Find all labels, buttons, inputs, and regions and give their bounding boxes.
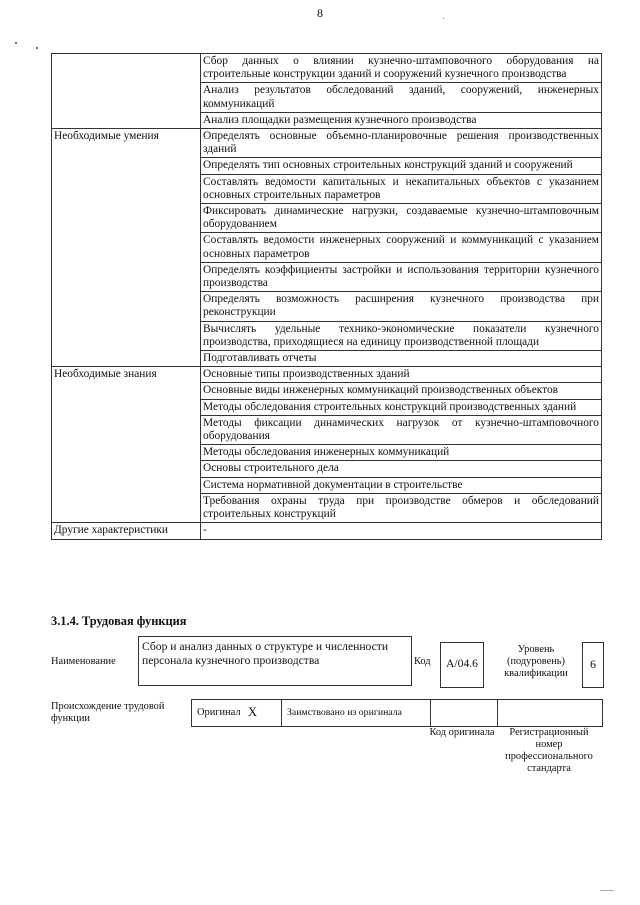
- name-value: Сбор и анализ данных о структуре и численности персонала кузнечного производства: [142, 640, 389, 667]
- row-label: [52, 112, 201, 128]
- row-label: [52, 461, 201, 477]
- level-field: [582, 642, 604, 688]
- row-label: [52, 83, 201, 112]
- table-row: [52, 292, 602, 321]
- table-row: [52, 174, 602, 203]
- scan-speck: [15, 42, 17, 44]
- table-row: [52, 399, 602, 415]
- row-text: Основные типы производственных зданий: [201, 367, 602, 383]
- row-text: Основные виды инженерных коммуникаций производственных объектов: [201, 383, 602, 399]
- level-value: 6: [590, 657, 596, 671]
- row-text: Система нормативной документации в строительстве: [201, 477, 602, 493]
- table-row: [52, 367, 602, 383]
- table-row: [52, 523, 602, 539]
- table-row: [52, 415, 602, 444]
- skills-knowledge-table: [51, 53, 602, 540]
- level-label: Уровень (подуровень) квалификации: [504, 644, 568, 679]
- row-text: Определять тип основных строительных конструкций зданий и сооружений: [201, 158, 602, 174]
- row-label: [52, 204, 201, 233]
- table-row: [52, 83, 602, 112]
- registration-number-caption: Регистрационный номер профессионального стандарта: [505, 727, 593, 774]
- row-label: [52, 321, 201, 350]
- origin-row: [191, 699, 603, 727]
- scan-speck: [36, 47, 38, 49]
- row-label: [52, 399, 201, 415]
- row-text: Вычислять удельные технико-экономические показатели кузнечного производства, приходящиеся на единицу производственной площади: [201, 321, 602, 350]
- row-label: [52, 292, 201, 321]
- table-row: [52, 158, 602, 174]
- row-label: [52, 383, 201, 399]
- row-label: Необходимые знания: [52, 367, 201, 383]
- table-row: [52, 383, 602, 399]
- code-original-caption: Код оригинала: [429, 727, 495, 738]
- row-text: Требования охраны труда при производстве обмеров и обследований строительных конструкций: [201, 493, 602, 522]
- row-label: [52, 158, 201, 174]
- row-text: Анализ результатов обследований зданий, сооружений, инженерных коммуникаций: [201, 83, 602, 112]
- row-label: [52, 233, 201, 262]
- table-row: [52, 461, 602, 477]
- row-label: [52, 445, 201, 461]
- row-label: [52, 493, 201, 522]
- row-label: [52, 477, 201, 493]
- table-row: [52, 321, 602, 350]
- original-label: Оригинал: [197, 707, 241, 718]
- table-row: [52, 54, 602, 83]
- table-row: [52, 477, 602, 493]
- row-text: Методы фиксации динамических нагрузок от кузнечно-штамповочного оборудования: [201, 415, 602, 444]
- scan-speck: [600, 890, 614, 891]
- table-row: [52, 112, 602, 128]
- row-label: Другие характеристики: [52, 523, 201, 539]
- row-text: Фиксировать динамические нагрузки, создаваемые кузнечно-штамповочным оборудованием: [201, 204, 602, 233]
- row-text: Подготавливать отчеты: [201, 351, 602, 367]
- row-text: Составлять ведомости инженерных сооружений и коммуникаций с указанием основных параметров: [201, 233, 602, 262]
- row-text: Сбор данных о влиянии кузнечно-штамповочного оборудования на строительные конструкции зданий и сооружений кузнечного производства: [201, 54, 602, 83]
- origin-label: Происхождение трудовой функции: [51, 701, 165, 724]
- table-row: [52, 233, 602, 262]
- row-label: [52, 415, 201, 444]
- table-row: [52, 129, 602, 158]
- borrowed-label: Заимствовано из оригинала: [287, 707, 402, 718]
- section-title: 3.1.4. Трудовая функция: [51, 614, 187, 628]
- row-text: -: [201, 523, 602, 539]
- table-row: [52, 204, 602, 233]
- table-row: [52, 262, 602, 291]
- name-field: [138, 636, 412, 686]
- row-label: [52, 54, 201, 83]
- row-text: Определять основные объемно-планировочные решения производственных зданий: [201, 129, 602, 158]
- page-number: 8: [317, 6, 323, 20]
- row-text: Определять коэффициенты застройки и использования территории кузнечного производства: [201, 262, 602, 291]
- table-row: [52, 351, 602, 367]
- original-mark: X: [248, 705, 258, 719]
- row-label: [52, 262, 201, 291]
- name-label: Наименование: [51, 656, 116, 667]
- row-label: Необходимые умения: [52, 129, 201, 158]
- row-text: Анализ площадки размещения кузнечного производства: [201, 112, 602, 128]
- row-text: Методы обследования инженерных коммуникаций: [201, 445, 602, 461]
- code-value: А/04.6: [446, 657, 478, 670]
- code-label: Код: [414, 656, 431, 667]
- code-field: [440, 642, 484, 688]
- table-row: [52, 493, 602, 522]
- row-text: Определять возможность расширения кузнечного производства при реконструкции: [201, 292, 602, 321]
- scan-speck: [443, 18, 444, 19]
- row-text: Основы строительного дела: [201, 461, 602, 477]
- table-row: [52, 445, 602, 461]
- row-text: Методы обследования строительных конструкций производственных зданий: [201, 399, 602, 415]
- row-label: [52, 174, 201, 203]
- row-text: Составлять ведомости капитальных и некапитальных объектов с указанием основных строительных параметров: [201, 174, 602, 203]
- row-label: [52, 351, 201, 367]
